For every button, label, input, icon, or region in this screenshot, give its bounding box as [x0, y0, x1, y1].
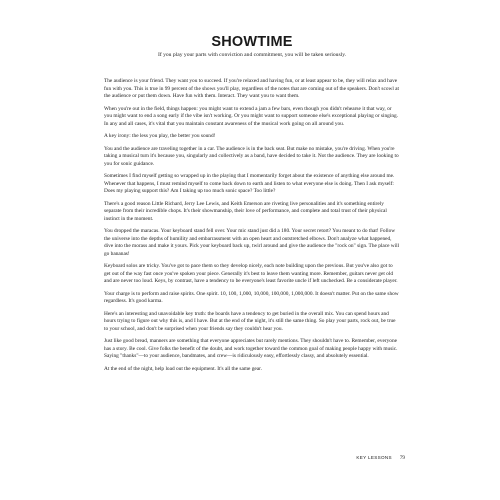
paragraph: Your charge is to perform and raise spirits. One spirit. 10, 100, 1,000, 10,000, 100,000, 1,000,000. It doesn't matter. Put on the same show regardless. It's good karma. — [104, 290, 399, 304]
paragraph: Keyboard solos are tricky. You've got to pace them so they develop nicely, each note building upon the previous. But you've also got to get out of the way fast once you've spoken your piece. Generally it's best to leave them wanting more. Remember, guitars never get old and are never too loud. Keys, by contrast, have a tendency to be everyone's least favorite uncle if left unchecked. Be a considerate player. — [104, 263, 398, 284]
paragraph: A key irony: the less you play, the better you sound! — [104, 133, 216, 139]
page-subtitle: If you play your parts with conviction and commitment, you will be taken seriously. — [157, 52, 347, 58]
paragraph: There's a good reason Little Richard, Jerry Lee Lewis, and Keith Emerson are riveting live personalities and it's something entirely separate from their incredible chops. It's their showmanship, their love of performance, and complete and total trust of their physical instinct in the moment. — [104, 200, 387, 222]
page-number: 79 — [399, 455, 405, 461]
page-footer — [345, 454, 405, 462]
paragraph: Here's an interesting and unavoidable key truth: the boards have a tendency to get buried in the overall mix. You can spend hours and hours trying to figure out why this is, and I have. But at the end of the night, it's still the same thing. So play your parts, rock out, be true to your school, and don't be surprised when your friends say they couldn't hear you. — [104, 310, 396, 332]
paragraph: You dropped the maracas. Your keyboard stand fell over. Your mic stand just did a 180. Your secret retort? You meant to do that! Follow the universe into the depths of humility and embarrassment with an open heart and outstretched elbows. Don't analyze what happened, dive into the morass and make it yours. Pick your keyboard back up, twirl around and give the audience the "rock on" sign. The place will go bananas! — [104, 228, 400, 257]
paragraph: Sometimes I find myself getting so wrapped up in the playing that I momentarily forget about the existence of anything else around me. Whenever that happens, I must remind myself to come back down to earth and listen to what everyone else is doing. Then I ask myself: Does my playing support this? Am I taking up too much sonic space? Too little? — [104, 173, 395, 194]
paragraph: Just like good bread, manners are something that everyone appreciates but rarely mentions. They shouldn't have to. Remember, everyone has a story. Be cool. Give folks the benefit of the doubt, and work together toward the common goal of making people happy with music. Saying "thanks"—to your audience, bandmates, and crew—is ridiculously easy, effortlessly classy, and absolutely essential. — [104, 338, 398, 359]
page-content — [104, 34, 400, 378]
paragraph: The audience is your friend. They want you to succeed. If you're relaxed and having fun, or at least appear to be, they will relax and have fun with you. This is true in 99 percent of the shows you'll play, regardless of the notes that are coming out of the speakers. Don't scowl at the audience or put them down. Have fun with them. Interact. They want you to want them. — [104, 78, 400, 99]
paragraph: You and the audience are traveling together in a car. The audience is in the back seat. But make no mistake, you're driving. When you're taking a musical turn it's because you, singularly and collectively as a band, have decided to take it. Not the audience. They are looking to you for sonic guidance. — [104, 145, 399, 167]
footer-section-label: KEY LESSONS — [356, 455, 392, 460]
paragraph: When you're out in the field, things happen: you might want to extend a jam a few bars, even though you didn't rehearse it that way, or you might want to end a song early if the vibe isn't working. Or you might want to support someone else's exceptional playing or singing. In any and all cases, it's vital that you maintain constant awareness of the musical work going on all around you. — [104, 105, 399, 127]
page-title: SHOWTIME — [211, 34, 293, 50]
body-text — [104, 78, 400, 373]
paragraph: At the end of the night, help load out the equipment. It's all the same gear. — [104, 365, 262, 372]
